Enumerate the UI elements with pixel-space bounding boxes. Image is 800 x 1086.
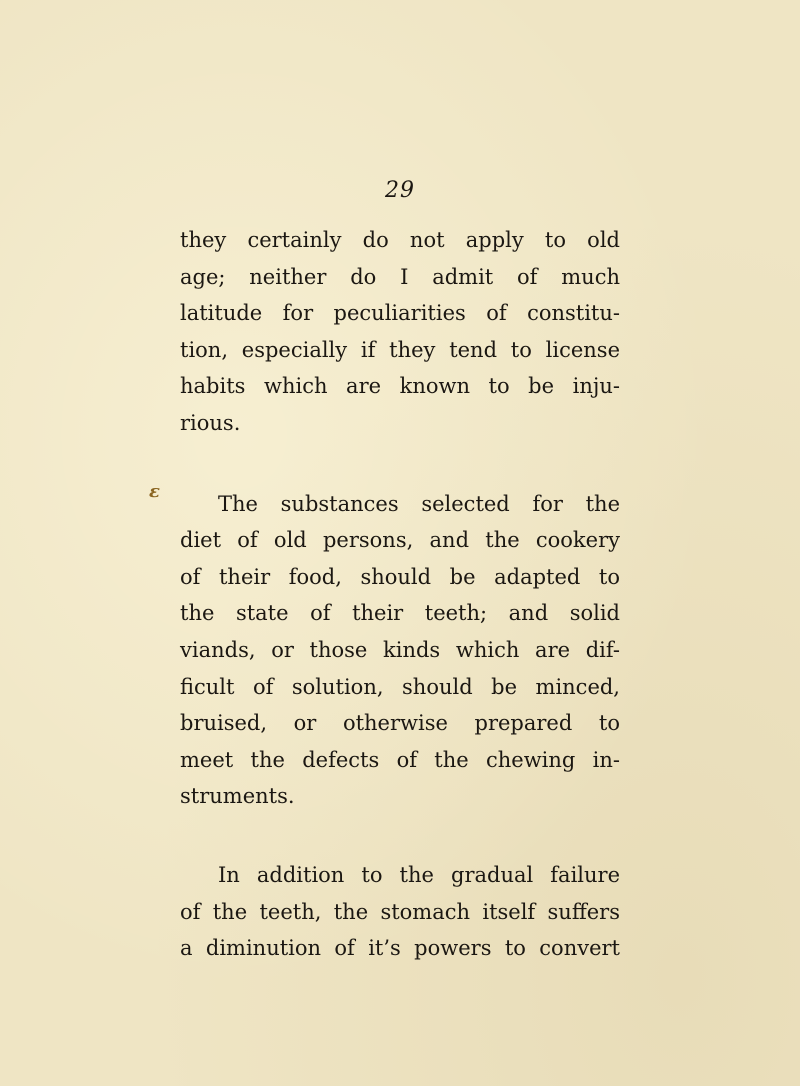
text-line: the state of their teeth; and solid [180, 601, 620, 626]
text-line: habits which are known to be inju- [180, 374, 620, 399]
body-text [180, 222, 620, 967]
paragraph-gap [180, 442, 620, 486]
page-number: 29 [385, 178, 415, 203]
text-line: latitude for peculiarities of constitu- [180, 301, 620, 326]
text-line: struments. [180, 784, 295, 809]
text-line: a diminution of it’s powers to convert [180, 936, 620, 961]
margin-mark: ɛ [149, 481, 160, 502]
text-line: bruised, or otherwise prepared to [180, 711, 620, 736]
text-line: ficult of solution, should be minced, [180, 674, 620, 699]
text-line: rious. [180, 410, 241, 435]
text-line: The substances selected for the [218, 491, 620, 516]
text-line: of the teeth, the stomach itself suffers [180, 899, 620, 924]
text-line: diet of old persons, and the cookery [180, 528, 620, 553]
text-line: In addition to the gradual failure [218, 862, 620, 887]
paragraph-2 [180, 486, 620, 815]
text-line: viands, or those kinds which are dif- [180, 637, 620, 662]
text-line: of their food, should be adapted to [180, 564, 620, 589]
text-line: tion, especially if they tend to license [180, 337, 620, 362]
paragraph-1 [180, 222, 620, 442]
text-line: age; neither do I admit of much [180, 264, 620, 289]
text-line: they certainly do not apply to old [180, 228, 620, 252]
paragraph-gap [180, 815, 620, 857]
text-line: meet the defects of the chewing in- [180, 747, 620, 772]
paragraph-3 [180, 857, 620, 967]
